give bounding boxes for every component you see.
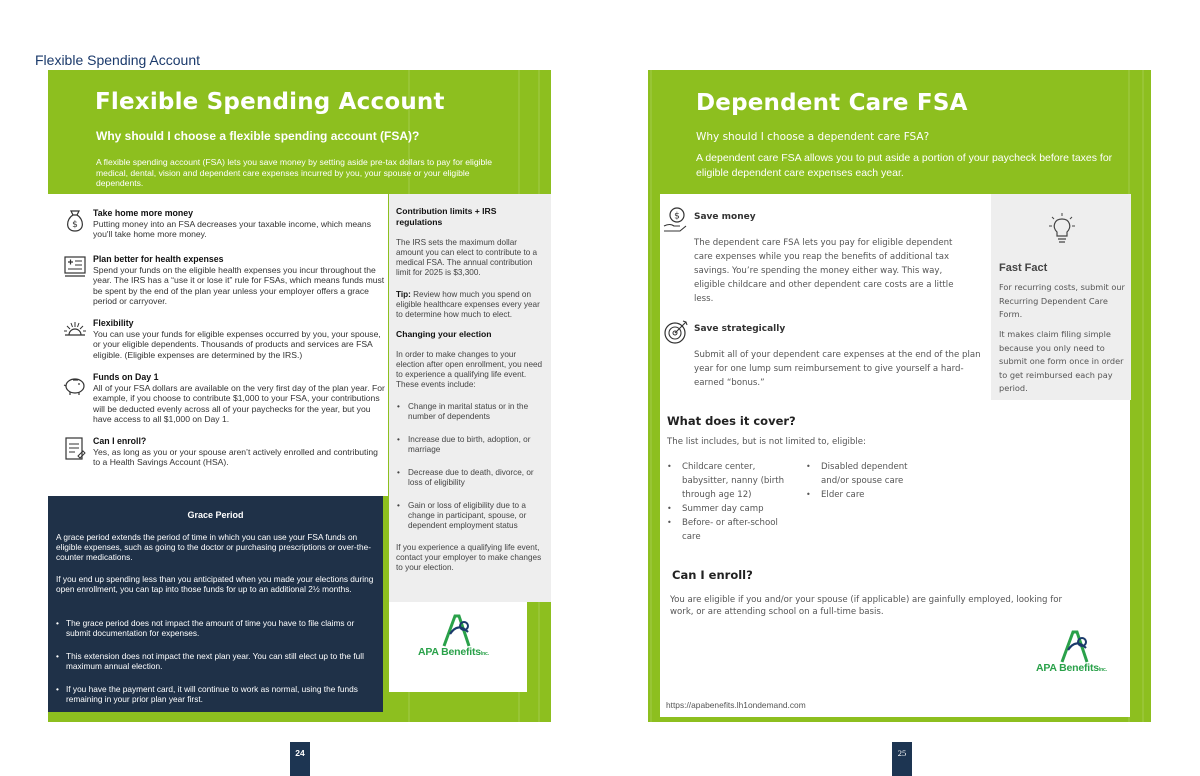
cover-title: What does it cover? — [667, 414, 796, 428]
logo-suffix: Inc. — [480, 651, 489, 657]
election-closing: If you experience a qualifying life event, contact your employer to make changes to your election. — [396, 543, 542, 572]
left-page-intro: A flexible spending account (FSA) lets you save money by setting aside pre-tax dollars to pay for eligible medical, dental, vision and dependent care expenses incurred by you, your spouse or your eligible dependents. — [96, 157, 493, 188]
feature-body: Putting money into an FSA decreases your taxable income, which means you'll take home more money. — [93, 218, 372, 240]
apa-logo-icon — [1058, 628, 1090, 664]
left-page — [48, 70, 551, 722]
feature-title: Flexibility — [93, 318, 134, 328]
apa-logo-icon — [440, 612, 472, 648]
grace-period-title: Grace Period — [187, 510, 244, 520]
list-item: • Gain or loss of eligibility due to a change in participant, spouse, or dependent employment status — [396, 501, 544, 531]
feature-title: Plan better for health expenses — [93, 254, 224, 264]
document-title: Flexible Spending Account — [35, 52, 200, 68]
right-page-title: Dependent Care FSA — [696, 90, 968, 116]
grace-period-p1: A grace period extends the period of time in which you can use your FSA funds on eligible expenses, such as going to the doctor or purchasing prescriptions or over-the-counter medications. — [56, 532, 371, 562]
list-item: • Change in marital status or in the number of dependents — [396, 402, 544, 422]
fast-fact-box — [991, 194, 1131, 400]
cover-list-col1 — [667, 460, 797, 544]
list-item: • Increase due to birth, adoption, or marriage — [396, 435, 544, 455]
election-body: In order to make changes to your election after open enrollment, you need to experience a qualifying life event. These events include: — [396, 350, 543, 389]
svg-text:$: $ — [72, 220, 78, 230]
grace-period-box — [48, 496, 383, 712]
feature-body: Yes, as long as you or your spouse aren’t actively enrolled and contributing to a Health Savings Account (HSA). — [93, 446, 378, 468]
left-page-title: Flexible Spending Account — [95, 89, 445, 115]
right-page — [648, 70, 1151, 722]
list-item: • This extension does not impact the next plan year. You can still elect up to the full maximum annual election. — [56, 651, 374, 671]
left-banner — [48, 70, 551, 194]
svg-text:$: $ — [674, 211, 680, 222]
piggy-bank-icon — [62, 372, 88, 398]
right-page-subtitle: Why should I choose a dependent care FSA? — [696, 131, 930, 143]
feature-body: You can use your funds for eligible expenses occurred by you, your spouse, or your eligible dependents. Thousands of products and services are FSA eligible. (Eligible expenses are determined by the IRS.) — [93, 328, 381, 360]
left-logo-area — [389, 602, 527, 692]
fast-fact-p1: For recurring costs, submit our Recurring Dependent Care Form. — [999, 282, 1125, 319]
lightbulb-icon — [1049, 212, 1075, 244]
page-number: 24 — [290, 742, 310, 776]
list-item: • Childcare center, babysitter, nanny (birth through age 12) — [667, 460, 797, 502]
feature-title: Save strategically — [694, 324, 786, 334]
health-plan-icon — [62, 254, 88, 280]
list-item: • If you have the payment card, it will continue to work as normal, using the funds remaining in your prior plan year first. — [56, 684, 374, 704]
logo-name: APA Benefits — [418, 646, 481, 658]
grace-period-p2: If you end up spending less than you anticipated when you made your elections during open enrollment, you can tap into those funds for up to an additional 2½ months. — [56, 574, 374, 594]
election-title: Changing your election — [396, 329, 492, 339]
left-page-subtitle: Why should I choose a flexible spending account (FSA)? — [96, 129, 420, 143]
portal-link[interactable]: https://apabenefits.lh1ondemand.com — [666, 700, 806, 710]
feature-body: The dependent care FSA lets you pay for eligible dependent care expenses while you reap the benefits of additional tax savings. You’re spending the money either way. This way, eligible childcare and other dependent care costs are a little less. — [694, 238, 954, 304]
fast-fact-p2: It makes claim filing simple because you only need to submit one form once in order to get reimbursed each pay period. — [999, 329, 1124, 393]
target-icon — [662, 318, 690, 346]
cover-intro: The list includes, but is not limited to, eligible: — [667, 437, 866, 447]
enroll-body: You are eligible if you and/or your spouse (if applicable) are gainfully employed, looking for work, or are attending school on a full-time basis. — [670, 595, 1063, 617]
list-item: • Decrease due to death, divorce, or loss of eligibility — [396, 468, 544, 488]
logo-suffix: Inc. — [1098, 667, 1107, 673]
tip-body: Review how much you spend on eligible healthcare expenses every year to determine how much to elect. — [396, 290, 540, 319]
tip-label: Tip: — [396, 290, 411, 299]
list-item: • Disabled dependent and/or spouse care — [806, 460, 926, 488]
feature-title: Funds on Day 1 — [93, 372, 159, 382]
feature-title: Save money — [694, 212, 756, 222]
limits-body: The IRS sets the maximum dollar amount you can elect to contribute to a medical FSA. The annual contribution limit for 2025 is $3,300. — [396, 238, 538, 277]
right-page-intro: A dependent care FSA allows you to put aside a portion of your paycheck before taxes for eligible dependent care expenses each year. — [696, 152, 1113, 179]
right-banner — [648, 70, 1151, 194]
enroll-form-icon — [62, 436, 88, 462]
list-item: • Elder care — [806, 488, 926, 502]
enroll-title: Can I enroll? — [672, 568, 753, 582]
feature-body: Spend your funds on the eligible health expenses you incur throughout the year. The IRS has a “use it or lose it” rule for FSAs, which means funds must be spent by the end of the plan year unless your employer offers a grace period or carryover. — [93, 264, 385, 307]
fast-fact-title: Fast Fact — [999, 262, 1048, 274]
sunrise-icon — [62, 318, 88, 344]
logo-name: APA Benefits — [1036, 662, 1099, 674]
limits-title: Contribution limits + IRS regulations — [396, 206, 497, 227]
list-item: • Summer day camp — [667, 502, 797, 516]
page-number: 25 — [892, 742, 912, 776]
money-bag-icon — [62, 208, 88, 234]
feature-title: Take home more money — [93, 208, 194, 218]
feature-body: Submit all of your dependent care expenses at the end of the plan year for one lump sum reimbursement to give yourself a hard-earned “bonus.” — [694, 350, 981, 388]
dollar-hand-icon — [662, 206, 690, 234]
feature-body: All of your FSA dollars are available on the very first day of the plan year. For example, if you choose to contribute $1,000 to your FSA, your contributions will be deducted evenly across all of your paychecks for the year, but you have access to all $1,000 on Day 1. — [93, 382, 385, 425]
feature-title: Can I enroll? — [93, 436, 147, 446]
list-item: • Before- or after-school care — [667, 516, 797, 544]
list-item: • The grace period does not impact the amount of time you have to file claims or submit documentation for expenses. — [56, 618, 374, 638]
contribution-sidebar — [389, 194, 551, 602]
cover-list-col2 — [806, 460, 926, 502]
